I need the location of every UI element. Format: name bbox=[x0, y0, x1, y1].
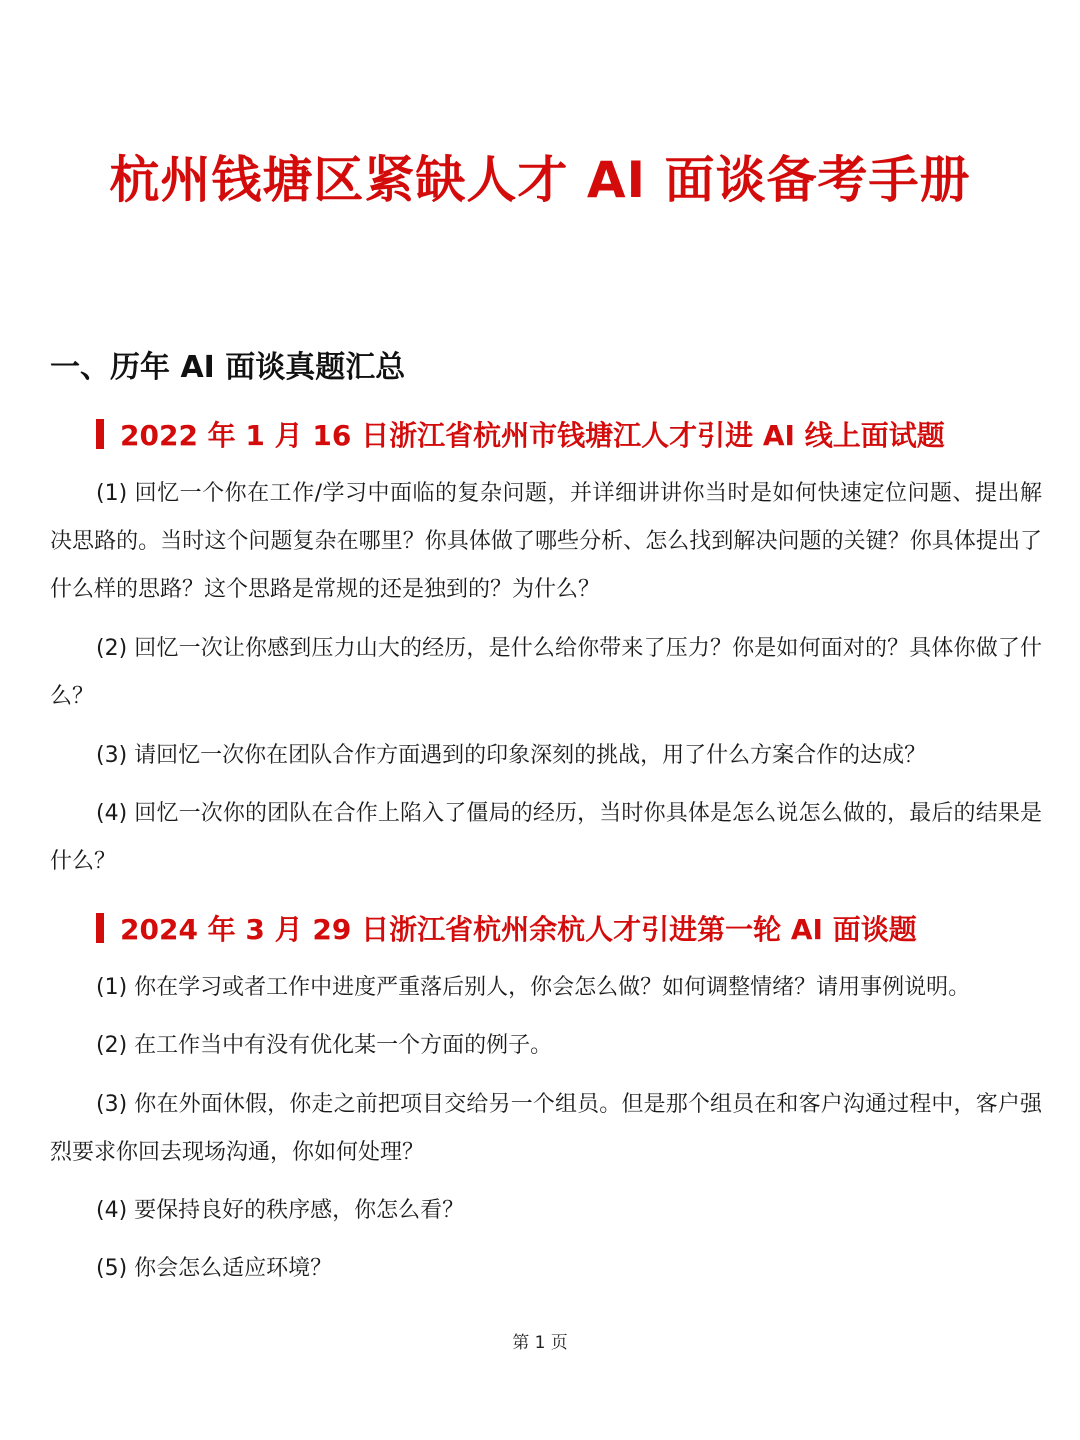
question-item: (3) 你在外面休假，你走之前把项目交给另一个组员。但是那个组员在和客户沟通过程中，客户强烈要求你回去现场沟通，你如何处理？ bbox=[50, 1092, 1042, 1165]
question-item: (4) 要保持良好的秩序感，你怎么看？ bbox=[96, 1198, 465, 1223]
subsection-heading-2022 bbox=[96, 414, 945, 454]
question-item: (1) 你在学习或者工作中进度严重落后别人，你会怎么做？如何调整情绪？请用事例说明。 bbox=[96, 975, 971, 1000]
heading-accent-bar bbox=[96, 913, 104, 943]
subsection-heading-2024 bbox=[96, 908, 917, 948]
question-item: (4) 回忆一次你的团队在合作上陷入了僵局的经历，当时你具体是怎么说怎么做的，最后的结果是什么？ bbox=[50, 801, 1042, 874]
question-item: (3) 请回忆一次你在团队合作方面遇到的印象深刻的挑战，用了什么方案合作的达成？ bbox=[96, 743, 927, 768]
heading-accent-bar bbox=[96, 419, 104, 449]
document-title: 杭州钱塘区紧缺人才 AI 面谈备考手册 bbox=[109, 151, 971, 209]
question-item: (2) 回忆一次让你感到压力山大的经历，是什么给你带来了压力？你是如何面对的？具体你做了什么？ bbox=[50, 636, 1042, 709]
subsection-heading-text: 2022 年 1 月 16 日浙江省杭州市钱塘江人才引进 AI 线上面试题 bbox=[120, 419, 945, 452]
question-item: (1) 回忆一个你在工作/学习中面临的复杂问题，并详细讲讲你当时是如何快速定位问题、提出解决思路的。当时这个问题复杂在哪里？你具体做了哪些分析、怎么找到解决问题的关键？你具体提出了什么样的思路？这个思路是常规的还是独到的？为什么？ bbox=[50, 481, 1042, 602]
section-heading: 一、历年 AI 面谈真题汇总 bbox=[50, 350, 406, 385]
question-item: (2) 在工作当中有没有优化某一个方面的例子。 bbox=[96, 1033, 553, 1058]
subsection-heading-text: 2024 年 3 月 29 日浙江省杭州余杭人才引进第一轮 AI 面谈题 bbox=[120, 913, 917, 946]
question-item: (5) 你会怎么适应环境？ bbox=[96, 1256, 333, 1281]
page-number: 第 1 页 bbox=[512, 1333, 568, 1353]
